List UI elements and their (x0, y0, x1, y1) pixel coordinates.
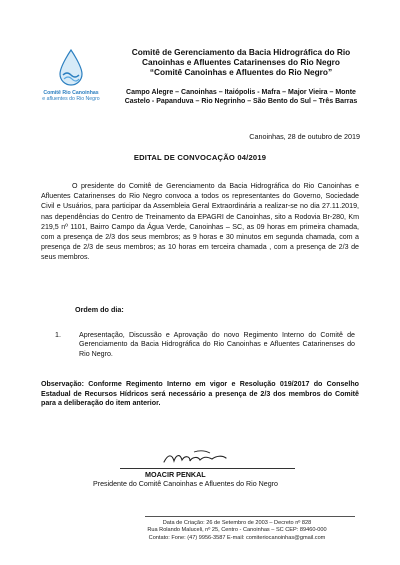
document-date: Canoinhas, 28 de outubro de 2019 (249, 132, 360, 141)
water-drop-icon (56, 48, 86, 88)
header-municipalities (112, 88, 370, 106)
convocation-body (41, 181, 359, 263)
signatory-name: MOACIR PENKAL (145, 470, 206, 479)
order-item-text: Apresentação, Discussão e Aprovação do novo Regimento Interno do Comitê de Gerenciamento da Bacia Hidrográfica do Rio Canoinhas e Afluentes Catarinenses do Rio Negro. (79, 331, 355, 358)
order-item-number: 1. (55, 331, 61, 339)
footer-address: Rua Rolando Maluceli, nº 25, Centro - Canoinhas – SC CEP: 89460-000 (147, 527, 327, 534)
signatory-role: Presidente do Comitê Canoinhas e Afluentes do Rio Negro (93, 480, 278, 488)
logo-name-line2: e afluentes do Rio Negro (42, 96, 100, 102)
header-title-line3: “Comitê Canoinhas e Afluentes do Rio Negro” (149, 67, 333, 77)
convocation-paragraph: O presidente do Comitê de Gerenciamento da Bacia Hidrográfica do Rio Canoinhas e Afluentes Catarinenses do Rio Negro convoca a todos os representantes do Governo, Sociedade Civil e Usuários, para participar da Assembleia Geral Extraordinária a realizar-se no dia 27.11.2019, nas dependências do Centro de Treinamento da EPAGRI de Canoinhas, sito a Rodovia Br-280, Km 219,5 nº 1101, Bairro Campo da Água Verde, Canoinhas – SC, as 09 horas em primeira chamada, com a presença de 2/3 dos seus membros; as 9 horas e 30 minutos em segunda chamada, com a presença de 2/3 de seus membros; as 10 horas em terceira chamada , com a presença de 2/3 de seus membros. (41, 182, 359, 262)
header-title (112, 47, 370, 77)
header-title-line1: Comitê de Gerenciamento da Bacia Hidrográfica do Rio (131, 47, 351, 57)
header-title-line2: Canoinhas e Afluentes Catarinenses do Rio Negro (142, 57, 340, 67)
logo-name-line1: Comitê Rio Canoinhas (43, 90, 99, 96)
document-footer (112, 520, 362, 542)
municipalities-line1: Campo Alegre – Canoinhas – Itaiópolis - Mafra – Major Vieira – Monte (126, 89, 356, 96)
footer-divider (145, 516, 355, 517)
order-of-day-title: Ordem do dia: (75, 305, 124, 314)
signature-line (120, 468, 295, 469)
footer-creation-date: Data de Criação: 26 de Setembro de 2003 – Decreto nº 828 (162, 520, 312, 526)
document-title: EDITAL DE CONVOCAÇÃO 04/2019 (133, 153, 267, 162)
observation-note: Observação: Conforme Regimento Interno em vigor e Resolução 019/2017 do Conselho Estadual de Recursos Hídricos será necessário a presença de 2/3 dos membros do Comitê para a deliberação do item anterior. (41, 380, 359, 408)
footer-contact: Contato: Fone: (47) 9956-3587 E-mail: comiteriocanoinhas@gmail.com (148, 534, 326, 541)
order-item (55, 331, 355, 359)
municipalities-line2: Castelo - Papanduva – Rio Negrinho – São Bento do Sul – Três Barras (124, 98, 358, 105)
handwritten-signature (160, 446, 230, 468)
committee-logo (40, 48, 102, 102)
